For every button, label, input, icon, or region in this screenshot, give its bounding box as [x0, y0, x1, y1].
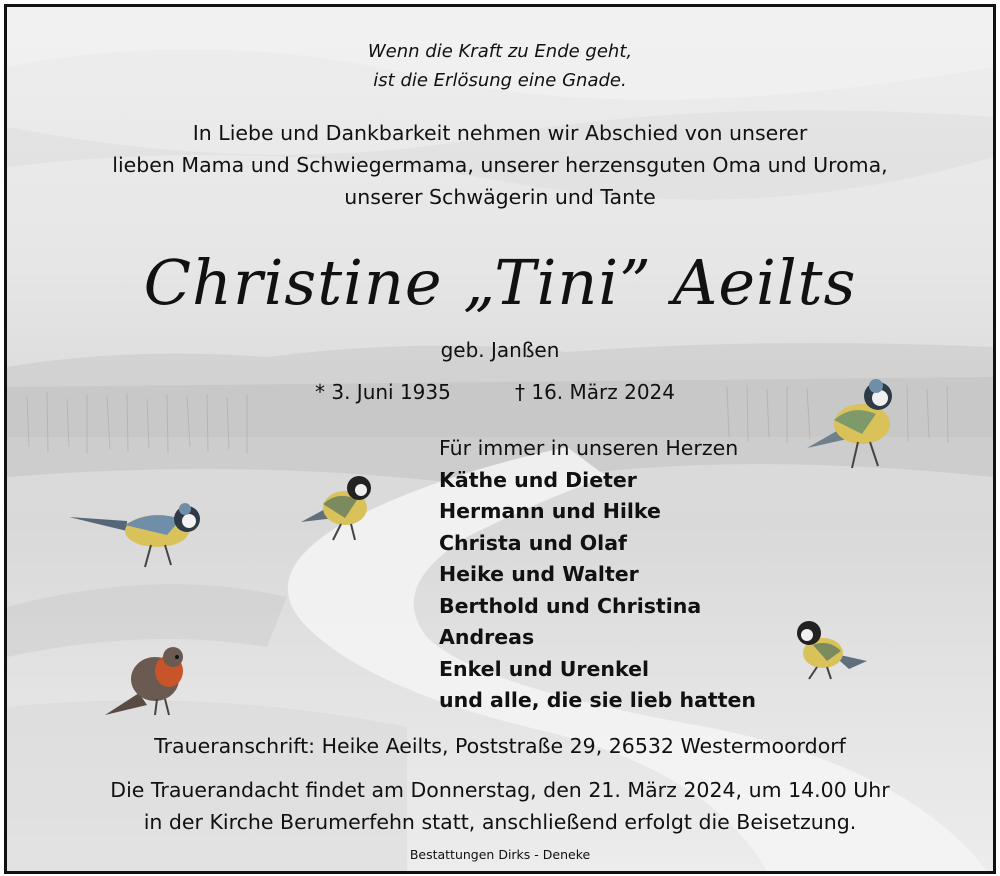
mourner-name: Hermann und Hilke	[439, 499, 661, 523]
intro-line-1: In Liebe und Dankbarkeit nehmen wir Abschied von unserer	[192, 121, 808, 145]
mourner-name: Andreas	[439, 625, 535, 649]
mourners-list	[439, 433, 756, 717]
born-name: geb. Janßen	[440, 338, 560, 362]
mourners-lead: Für immer in unseren Herzen	[439, 436, 739, 460]
motto-quote	[7, 37, 993, 95]
birth-date: * 3. Juni 1935	[315, 380, 451, 404]
mourner-name: Heike und Walter	[439, 562, 639, 586]
service-info	[7, 774, 993, 838]
death-date: † 16. März 2024	[515, 380, 676, 404]
mourner-name: Berthold und Christina	[439, 593, 702, 618]
mourner-name: Christa und Olaf	[439, 530, 627, 555]
mourner-name: und alle, die sie lieb hatten	[439, 688, 757, 712]
obituary-text	[7, 7, 993, 871]
motto-line-1: Wenn die Kraft zu Ende geht,	[367, 41, 633, 62]
mourner-name: Käthe und Dieter	[439, 467, 637, 492]
undertaker-credit: Bestattungen Dirks - Deneke	[409, 847, 591, 862]
motto-line-2: ist die Erlösung eine Gnade.	[373, 70, 627, 91]
service-line-1: Die Trauerandacht findet am Donnerstag, den 21. März 2024, um 14.00 Uhr	[110, 778, 890, 802]
obituary-card	[4, 4, 996, 874]
deceased-name: Christine „Tini” Aeilts	[143, 246, 857, 319]
intro-line-3: unserer Schwägerin und Tante	[344, 185, 656, 209]
mourner-name: Enkel und Urenkel	[439, 656, 650, 681]
service-line-2: in der Kirche Berumerfehn statt, anschließend erfolgt die Beisetzung.	[143, 810, 857, 834]
mourning-address: Traueranschrift: Heike Aeilts, Poststraße 29, 26532 Westermoordorf	[154, 734, 846, 758]
intro-text	[7, 117, 993, 213]
intro-line-2: lieben Mama und Schwiegermama, unserer herzensguten Oma und Uroma,	[112, 153, 888, 177]
